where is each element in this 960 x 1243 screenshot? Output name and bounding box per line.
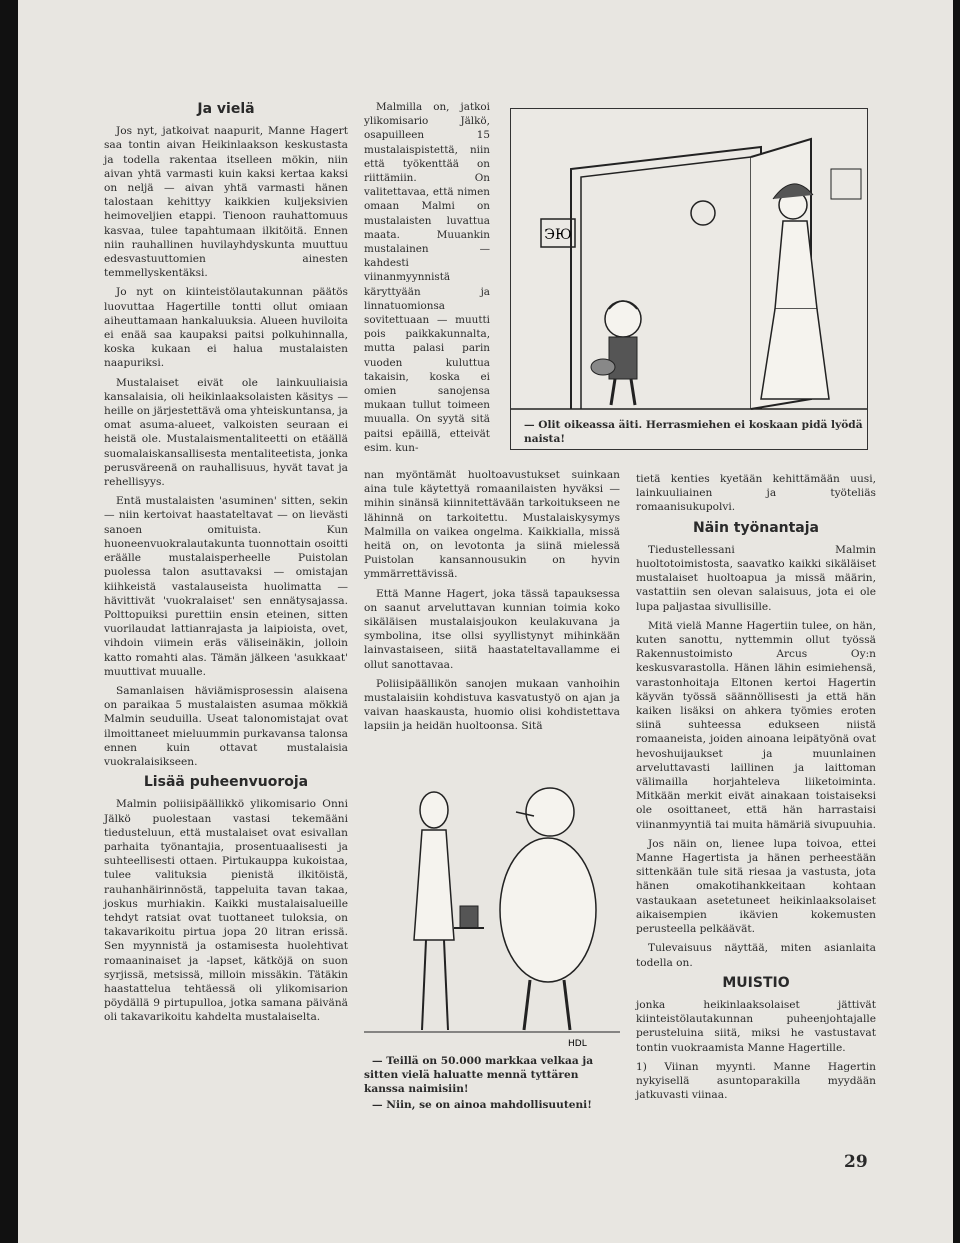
cartoon-caption [364,1054,620,1114]
cartoon-drawing [364,760,620,1050]
section-heading: Ja vielä [197,101,255,117]
column-right [636,472,876,1102]
caption-line: — Niin, se on ainoa mahdollisuuteni! [372,1099,592,1111]
magazine-page [18,0,953,1243]
paragraph: Malmin poliisipäällikkö ylikomisario Onni Jälkö puolestaan vastasi tekemääni tiedusteluun, että mustalaiset ovat esivallan parhaita työnantajia, prosentuaalisesti ja suhteellisesti ottaen. Pirtukauppa kukoistaa, tulee valituksia pienistä ilkitöistä, rauhanhäirinnöstä, tappeluita tavan takaa, joskus murhiakin. Kaikki mustalaisalueille tehdyt ratsiat ovat tuottaneet tuloksia, on takavarikoitu pirtua jopa 20 litran erissä. Sen myynnistä ja ostamisesta huolehtivat romaaninaiset ja -lapset, kätköjä on suon syrjissä, metsissä, milloin missäkin. Tätäkin haastattelua tehtäessä oli ylikomisarion pöydällä 9 pirtupulloa, jotka samana päivänä oli takavarikoitu kahdelta mustalaiselta. [104,798,348,1024]
paragraph: Tulevaisuus näyttää, miten asianlaita todella on. [636,942,876,969]
section-heading: MUISTIO [722,974,790,991]
paragraph: Jos nyt, jatkoivat naapurit, Manne Hagert saa tontin aivan Heikinlaakson keskustasta ja todella rakentaa itselleen mökin, niin aivan yhtä varmasti kuin kaksi kertaa kaksi on neljä — aivan yhtä varmasti hänen talostaan kehittyy kaikkien kuljeksivien heimoveljien etappi. Tienoon rauhattomuus kasvaa, tulee tapahtumaan ilkitöitä. Ennen niin rauhallinen huvilayhdyskunta muuttuu edesvastuuttomien ainesten temmellyskentäksi. [104,125,348,280]
paragraph: nan myöntämät huoltoavustukset suinkaan aina tule käytettyä romaanilaisten hyväksi — mihin sinänsä kiinnitettävään tarkoitukseen ne lähinnä on tarkoitettu. Mustalaiskysymys Malmilla on vaikea ongelma. Kaikkialla, missä heitä on, on levotonta ja siinä mielessä Puistolan kansannousukin on hyvin ymmärrettävissä. [364,469,620,581]
door-sign: ЭЮ [544,227,572,243]
paragraph: Jos näin on, lienee lupa toivoa, ettei Manne Hagertista ja hänen perheestään sittenkään tule sitä riesaa ja vastusta, jota hänen omakotihankkeitaan kohtaan vastaukaan asetetuneet heikinlaaksolaiset aikaisempien ikävien kokemusten perusteella pelkäävät. [636,837,876,936]
section-heading: Lisää puheenvuoroja [143,774,309,791]
section-heading: Näin työnantaja [692,519,819,536]
page-number: 29 [844,1152,868,1172]
cartoon-signature: HDL [568,1039,587,1049]
paragraph: Jo nyt on kiinteistölautakunnan päätös luovuttaa Hagertille tontti ollut omiaan aiheuttamaan hankaluuksia. Alueen huviloita ei enää saa kaupaksi paitsi polkuhinnalla, koska kukaan ei halua mustalaisten naapuriksi. [104,286,348,370]
paragraph: jonka heikinlaaksolaiset jättivät kiinteistölautakunnan puheenjohtajalle perusteluina siitä, miksi he vastustavat tontin vuokraamista Manne Hagertille. [636,998,876,1054]
cartoon-caption: — Olit oikeassa äiti. Herrasmiehen ei koskaan pidä lyödä naista! [524,419,863,445]
column-middle [364,468,620,739]
paragraph: Entä mustalaisten 'asuminen' sitten, sekin — niin kertoivat haastateltavat — on lievästi sanoen omituista. Kun huoneenvuokralautakunta tuonnottain osoitti eräälle mustalaisperheelle Puistolan puolessa talon asuttavaksi — omistajan kiihkeistä vastalauseista huolimatta — hävittivät 'vuokralaiset' sen ennätysajassa. Polttopuiksi purettiin ensin eteinen, sitten vuorilaudat lattianrajasta ja laipioista, ovet, vihdoin viimein eräs väliseinäkin, jolloin katto romahti alas. Tämän jälkeen 'asukkaat' muuttivat muualle. [104,495,348,678]
paragraph: Samanlaisen häviämisprosessin alaisena on paraikaa 5 mustalaisten asumaa mökkiä Malmin seuduilla. Useat talonomistajat ovat ilmoittaneet mieluummin purkavansa talonsa ennen kuin ottavat mustalaisia vuokralaisikseen. [104,684,348,768]
paragraph: Malmilla on, jatkoi ylikomisario Jälkö, osapuilleen 15 mustalaispistettä, niin että työkenttää on riittämiin. On valitettavaa, että nimen omaan Malmi on mustalaisten luvattua maata. Muuankin mustalainen — kahdesti viinanmyynnistä käryttyään ja linnatuomionsa sovitettuaan — muutti pois paikkakunnalta, mutta palasi parin vuoden kuluttua takaisin, koska ei omien sanojensa mukaan tullut toimeen muualla. On syytä sitä paitsi epäillä, etteivät esim. kun- [364,101,490,454]
cartoon-drawing [511,109,867,419]
cartoon-two-men [364,760,620,1050]
list-item: 1) Viinan myynti. Manne Hagertin nykyisellä asuntoparakilla myydään jatkuvasti viinaa. [636,1060,876,1102]
cartoon-door [510,108,868,450]
caption-line: — Teillä on 50.000 markkaa velkaa ja sitten vielä haluatte mennä tyttären kanssa naimisiin! [364,1055,594,1095]
paragraph: Mustalaiset eivät ole lainkuuliaisia kansalaisia, oli heikinlaaksolaisten käsitys — heille on järjestettävä oma yhteiskuntansa, ja omat asuma-alueet, valkoisten seuraan ei heistä ole. Mustalaismentaliteetti on etäällä suomalaiskansallisesta mentaliteetista, jonka perusväreenä on rauhallisuus, hyvät tavat ja rehellisyys. [104,376,348,489]
paragraph: tietä kenties kyetään kehittämään uusi, lainkuuliainen ja työteliäs romaanisukupolvi. [636,473,876,514]
paragraph: Mitä vielä Manne Hagertiin tulee, on hän, kuten sanottu, nyttemmin ollut työssä Rakennustoimisto Arcus Oy:n keskusvarastolla. Hänen lähin esimiehensä, varastonhoitaja Eltonen kertoi Hagertin käyvän työssä säännöllisesti ja että hän kaiken lisäksi on ahkera työmies eroten siinä suhteessa edukseen niistä romaaneista, joiden ainoana leipätyönä ovat hevoshuijaukset ja muunlainen arveluttavasti laillinen ja laittoman välimailla horjahteleva liiketoiminta. Mitkään merkit eivät ainakaan toistaiseksi ole osoittaneet, että hän harrastaisi viinanmyyntiä tai muita hämäriä sivupuuhia. [636,619,877,831]
column-middle-top [364,100,490,460]
paragraph: Poliisipäällikön sanojen mukaan vanhoihin mustalaisiin kohdistuva kasvatustyö on ajan ja vaivan haaskausta, huomio olisi kohdistettava lapsiin ja heidän huoltoonsa. Sitä [364,677,620,733]
paragraph: Tiedustellessani Malmin huoltotoimistosta, saavatko kaikki sikäläiset mustalaiset huoltoapua ja missä määrin, vastattiin sen olevan salaisuus, jota ei ole lupa paljastaa sivullisille. [636,543,876,613]
paragraph: Että Manne Hagert, joka tässä tapauksessa on saanut arveluttavan kunnian toimia koko sikäläisen mustalaisjoukon keulakuvana ja symbolina, itse ollsi syyllistynyt mihinkään lainvastaiseen, siitä haastateltavallamme ei ollut sanottavaa. [364,587,620,671]
column-left [104,96,348,1030]
